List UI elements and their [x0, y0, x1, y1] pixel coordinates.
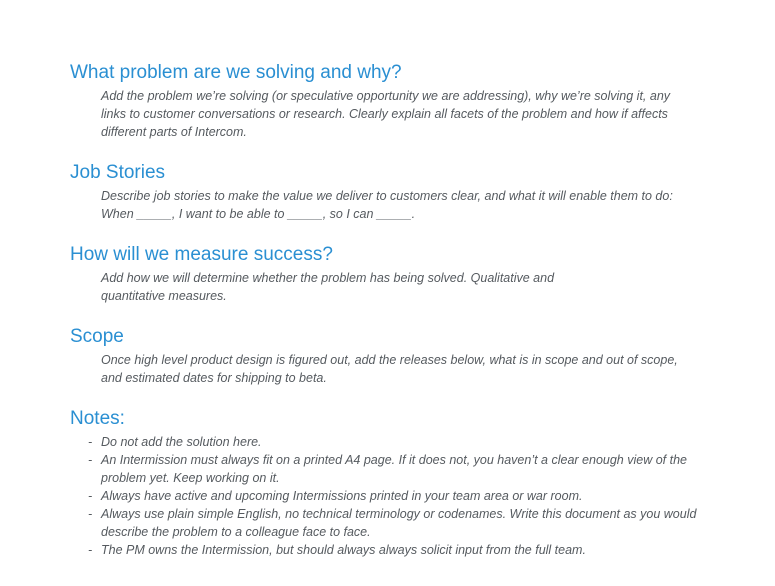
section-heading-problem: What problem are we solving and why? — [70, 62, 402, 83]
notes-item — [88, 433, 708, 451]
notes-item-text: Do not add the solution here. — [101, 435, 262, 449]
section-body-problem: Add the problem we’re solving (or speculative opportunity we are addressing), why we’re solving it, any links to customer conversations or research. Clearly explain all facets of the problem and how if affects different parts of Intercom. — [101, 89, 671, 139]
bullet-dash: - — [88, 489, 93, 503]
section-body-scope: Once high level product design is figured out, add the releases below, what is in scope and out of scope, and estimated dates for shipping to beta. — [101, 353, 678, 385]
section-problem — [70, 62, 710, 141]
section-success — [70, 244, 710, 305]
notes-item-text: Always have active and upcoming Intermissions printed in your team area or war room. — [101, 489, 583, 503]
notes-item — [88, 541, 708, 559]
notes-item — [88, 451, 708, 487]
section-notes — [70, 408, 710, 559]
section-heading-notes: Notes: — [70, 408, 125, 429]
bullet-dash: - — [88, 453, 93, 467]
bullet-dash: - — [88, 543, 93, 557]
notes-list — [88, 433, 708, 559]
section-scope — [70, 326, 710, 387]
notes-item-text: Always use plain simple English, no technical terminology or codenames. Write this document as you would describe the problem to a colleague face to face. — [101, 507, 697, 539]
section-heading-scope: Scope — [70, 326, 124, 347]
bullet-dash: - — [88, 507, 93, 521]
section-heading-success: How will we measure success? — [70, 244, 333, 265]
section-body-success: Add how we will determine whether the problem has being solved. Qualitative and quantitative measures. — [101, 271, 555, 303]
notes-item — [88, 505, 708, 541]
notes-item-text: The PM owns the Intermission, but should always always solicit input from the full team. — [101, 543, 586, 557]
notes-item — [88, 487, 708, 505]
section-body-job-stories: Describe job stories to make the value we deliver to customers clear, and what it will enable them to do: When _____, I want to be able to _____, so I can _____. — [101, 189, 673, 221]
section-job-stories — [70, 162, 710, 223]
section-heading-job-stories: Job Stories — [70, 162, 166, 183]
bullet-dash: - — [88, 435, 93, 449]
notes-item-text: An Intermission must always fit on a printed A4 page. If it does not, you haven’t a clear enough view of the problem yet. Keep working on it. — [101, 453, 687, 485]
